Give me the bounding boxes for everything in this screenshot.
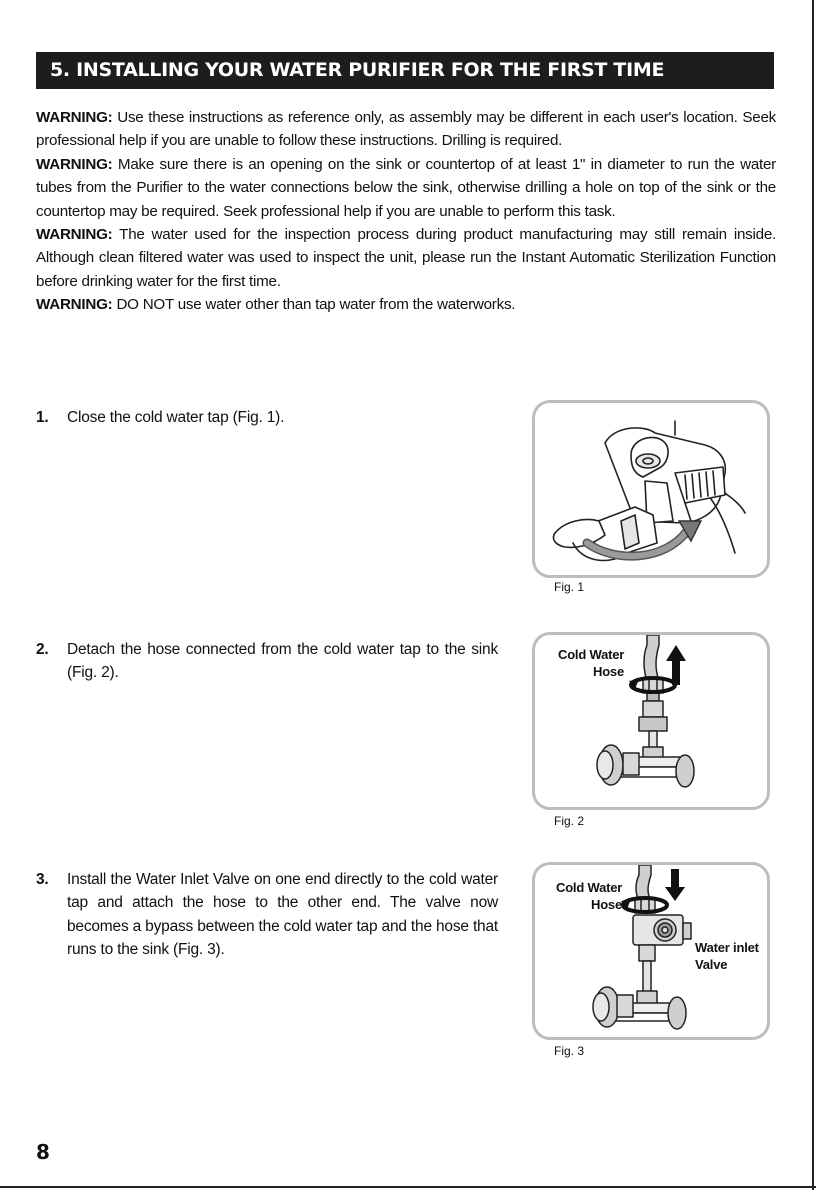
cold-water-tap-illustration xyxy=(535,403,770,578)
warning-3 xyxy=(36,223,776,293)
fig2-hose-label-line1: Cold Water xyxy=(558,647,625,662)
warning-4 xyxy=(36,293,776,316)
step-2 xyxy=(36,638,498,685)
fig3-valve-label-line2: Valve xyxy=(695,957,728,972)
step-text: Close the cold water tap (Fig. 1). xyxy=(67,409,285,426)
fig3-hose-label-line2: Hose xyxy=(591,897,622,912)
figure-2-caption: Fig. 2 xyxy=(554,814,585,828)
fig2-hose-label-line2: Hose xyxy=(593,664,624,679)
warning-label: WARNING: xyxy=(36,155,113,173)
figure-3-caption: Fig. 3 xyxy=(554,1044,585,1058)
step-number: 3. xyxy=(36,871,49,888)
warning-text: Make sure there is an opening on the sink or countertop of at least 1" in diameter to run the water tubes from the Purifier to the water connections below the sink, otherwise drilling a hole on top of the sink or the countertop may be required. Seek professional help if you are unable to perform this task. xyxy=(36,155,776,220)
step-text: Install the Water Inlet Valve on one end directly to the cold water tap and attach the hose to the other end. The valve now becomes a bypass between the cold water tap and the hose that runs to the sink (Fig. 3). xyxy=(67,871,498,959)
warning-label: WARNING: xyxy=(36,296,113,314)
step-number: 2. xyxy=(36,641,49,658)
warning-text: The water used for the inspection process during product manufacturing may still remain inside. Although clean filtered water was used to inspect the unit, please run the Instant Automatic Sterilization Function before drinking water for the first time. xyxy=(36,226,776,290)
figure-1-frame xyxy=(532,400,770,578)
step-1 xyxy=(36,406,498,429)
step-3 xyxy=(36,868,498,962)
page-edge-bottom xyxy=(0,1186,816,1188)
warning-1 xyxy=(36,106,776,153)
step-number: 1. xyxy=(36,409,49,426)
page-edge-right xyxy=(812,0,814,1190)
warning-2 xyxy=(36,153,776,223)
warning-text: DO NOT use water other than tap water from the waterworks. xyxy=(112,296,516,314)
fig3-valve-label-line1: Water inlet xyxy=(695,940,759,955)
section-title: 5. INSTALLING YOUR WATER PURIFIER FOR THE FIRST TIME xyxy=(36,52,774,89)
warning-label: WARNING: xyxy=(36,109,113,126)
warning-text: Use these instructions as reference only, as assembly may be different in each user's location. Seek professional help if you are unable to follow these instructions. Drilling is required. xyxy=(36,109,776,150)
figure-1-caption: Fig. 1 xyxy=(554,580,585,594)
step-text: Detach the hose connected from the cold water tap to the sink (Fig. 2). xyxy=(67,641,498,682)
warning-label: WARNING: xyxy=(36,226,113,244)
fig3-hose-label-line1: Cold Water xyxy=(556,880,623,895)
page-number: 8 xyxy=(36,1140,50,1164)
warnings-block xyxy=(36,106,776,317)
